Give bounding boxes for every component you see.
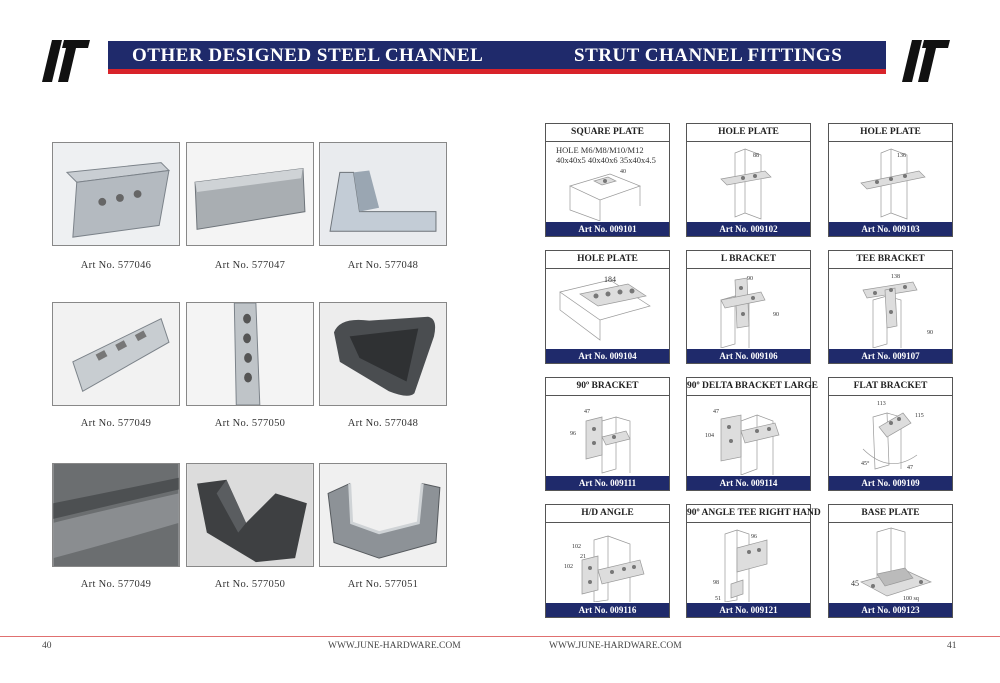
fitting-art-number: Art No. 009106 <box>687 349 810 363</box>
footer-website-left: WWW.JUNE-HARDWARE.COM <box>328 641 461 651</box>
fitting-title: BASE PLATE <box>829 505 952 523</box>
product-art-number: Art No. 577050 <box>214 418 286 429</box>
product-photo-577050-b <box>186 463 314 567</box>
fitting-title: HOLE PLATE <box>829 124 952 142</box>
dimension-label: 136 <box>897 153 906 159</box>
hole-plate-drawing-icon <box>550 270 665 348</box>
flat-bracket-drawing-icon <box>833 397 948 475</box>
dimension-label: 96 <box>570 431 576 437</box>
dimension-label: 98 <box>713 580 719 586</box>
tee-bracket-drawing-icon <box>833 270 948 348</box>
product-art-number: Art No. 577047 <box>214 260 286 271</box>
product-photo-577046 <box>52 142 180 246</box>
fitting-card-hole-plate-4 <box>545 250 670 364</box>
product-photo-577048 <box>319 142 447 246</box>
fitting-art-number: Art No. 009101 <box>546 222 669 236</box>
fitting-card-l-bracket <box>686 250 811 364</box>
fitting-title: TEE BRACKET <box>829 251 952 269</box>
fitting-title: 90º BRACKET <box>546 378 669 396</box>
dimension-label: 40 <box>620 169 626 175</box>
fitting-art-number: Art No. 009116 <box>546 603 669 617</box>
fitting-card-base-plate <box>828 504 953 618</box>
dimension-label: 104 <box>705 433 714 439</box>
fitting-art-number: Art No. 009102 <box>687 222 810 236</box>
product-photo-577049-b <box>52 463 180 567</box>
product-photo-577048-b <box>319 302 447 406</box>
dimension-label: 47 <box>713 409 719 415</box>
delta-bracket-drawing-icon <box>691 397 806 475</box>
section-title-steel-channel: OTHER DESIGNED STEEL CHANNEL <box>132 45 484 66</box>
product-art-number: Art No. 577050 <box>214 579 286 590</box>
dimension-label: 51 <box>715 596 721 602</box>
dimension-label: 90 <box>747 276 753 282</box>
fitting-title: HOLE PLATE <box>546 251 669 269</box>
fitting-hole-spec: HOLE M6/M8/M10/M12 <box>556 145 644 155</box>
product-photo-577050 <box>186 302 314 406</box>
fitting-card-90-bracket <box>545 377 670 491</box>
section-title-strut-fittings: STRUT CHANNEL FITTINGS <box>574 45 843 66</box>
brand-logo-right-icon <box>900 36 952 84</box>
dimension-label: 115 <box>915 413 924 419</box>
dimension-label: 88 <box>753 153 759 159</box>
dimension-label: 45 <box>851 579 859 588</box>
fitting-size-spec: 40x40x5 40x40x6 35x40x4.5 <box>556 155 656 165</box>
product-art-number: Art No. 577049 <box>80 418 152 429</box>
fitting-title: FLAT BRACKET <box>829 378 952 396</box>
header-accent-stripe <box>108 69 886 74</box>
square-plate-drawing-icon <box>550 166 665 221</box>
fitting-art-number: Art No. 009109 <box>829 476 952 490</box>
fitting-art-number: Art No. 009111 <box>546 476 669 490</box>
dimension-label: 113 <box>877 401 886 407</box>
fitting-card-90-angle-tee <box>686 504 821 618</box>
angle-bracket-drawing-icon <box>550 397 665 475</box>
hd-angle-drawing-icon <box>550 524 665 602</box>
product-photo-577049 <box>52 302 180 406</box>
fitting-title: L BRACKET <box>687 251 810 269</box>
footer-website-right: WWW.JUNE-HARDWARE.COM <box>549 641 682 651</box>
hole-plate-drawing-icon <box>691 143 806 221</box>
product-art-number: Art No. 577048 <box>347 418 419 429</box>
fitting-title: SQUARE PLATE <box>546 124 669 142</box>
fitting-title: H/D ANGLE <box>546 505 669 523</box>
product-art-number: Art No. 577049 <box>80 579 152 590</box>
dimension-label: 102 <box>564 564 573 570</box>
dimension-label: 90 <box>927 330 933 336</box>
product-photo-577047 <box>186 142 314 246</box>
dimension-label: 21 <box>580 554 586 560</box>
fitting-card-square-plate <box>545 123 670 237</box>
angle-tee-drawing-icon <box>691 524 806 602</box>
fitting-card-90-delta-bracket <box>686 377 818 491</box>
hole-plate-drawing-icon <box>833 143 948 221</box>
fitting-card-flat-bracket <box>828 377 953 491</box>
fitting-art-number: Art No. 009104 <box>546 349 669 363</box>
dimension-label: 138 <box>891 274 900 280</box>
dimension-label: 96 <box>751 534 757 540</box>
fitting-title: 90º DELTA BRACKET LARGE <box>687 378 810 396</box>
footer-divider <box>0 636 1000 637</box>
dimension-label: 47 <box>907 465 913 471</box>
fitting-title: 90º ANGLE TEE RIGHT HAND <box>687 505 810 523</box>
page-number-left: 40 <box>42 641 52 651</box>
dimension-label: 45° <box>861 461 870 467</box>
dimension-label: 90 <box>773 312 779 318</box>
brand-logo-left-icon <box>40 36 92 84</box>
product-photo-577051 <box>319 463 447 567</box>
l-bracket-drawing-icon <box>691 270 806 348</box>
fitting-art-number: Art No. 009107 <box>829 349 952 363</box>
fitting-card-hole-plate-2 <box>686 123 811 237</box>
fitting-card-hole-plate-3 <box>828 123 953 237</box>
base-plate-drawing-icon <box>833 524 948 602</box>
fitting-card-tee-bracket <box>828 250 953 364</box>
dimension-label: 102 <box>572 544 581 550</box>
fitting-art-number: Art No. 009114 <box>687 476 810 490</box>
dimension-label: 47 <box>584 409 590 415</box>
fitting-title: HOLE PLATE <box>687 124 810 142</box>
page-number-right: 41 <box>947 641 957 651</box>
fitting-art-number: Art No. 009103 <box>829 222 952 236</box>
product-art-number: Art No. 577046 <box>80 260 152 271</box>
fitting-art-number: Art No. 009123 <box>829 603 952 617</box>
dimension-label: 100 sq <box>903 596 919 602</box>
dimension-label: 184 <box>604 275 616 284</box>
fitting-card-hd-angle <box>545 504 670 618</box>
product-art-number: Art No. 577051 <box>347 579 419 590</box>
fitting-art-number: Art No. 009121 <box>687 603 810 617</box>
product-art-number: Art No. 577048 <box>347 260 419 271</box>
